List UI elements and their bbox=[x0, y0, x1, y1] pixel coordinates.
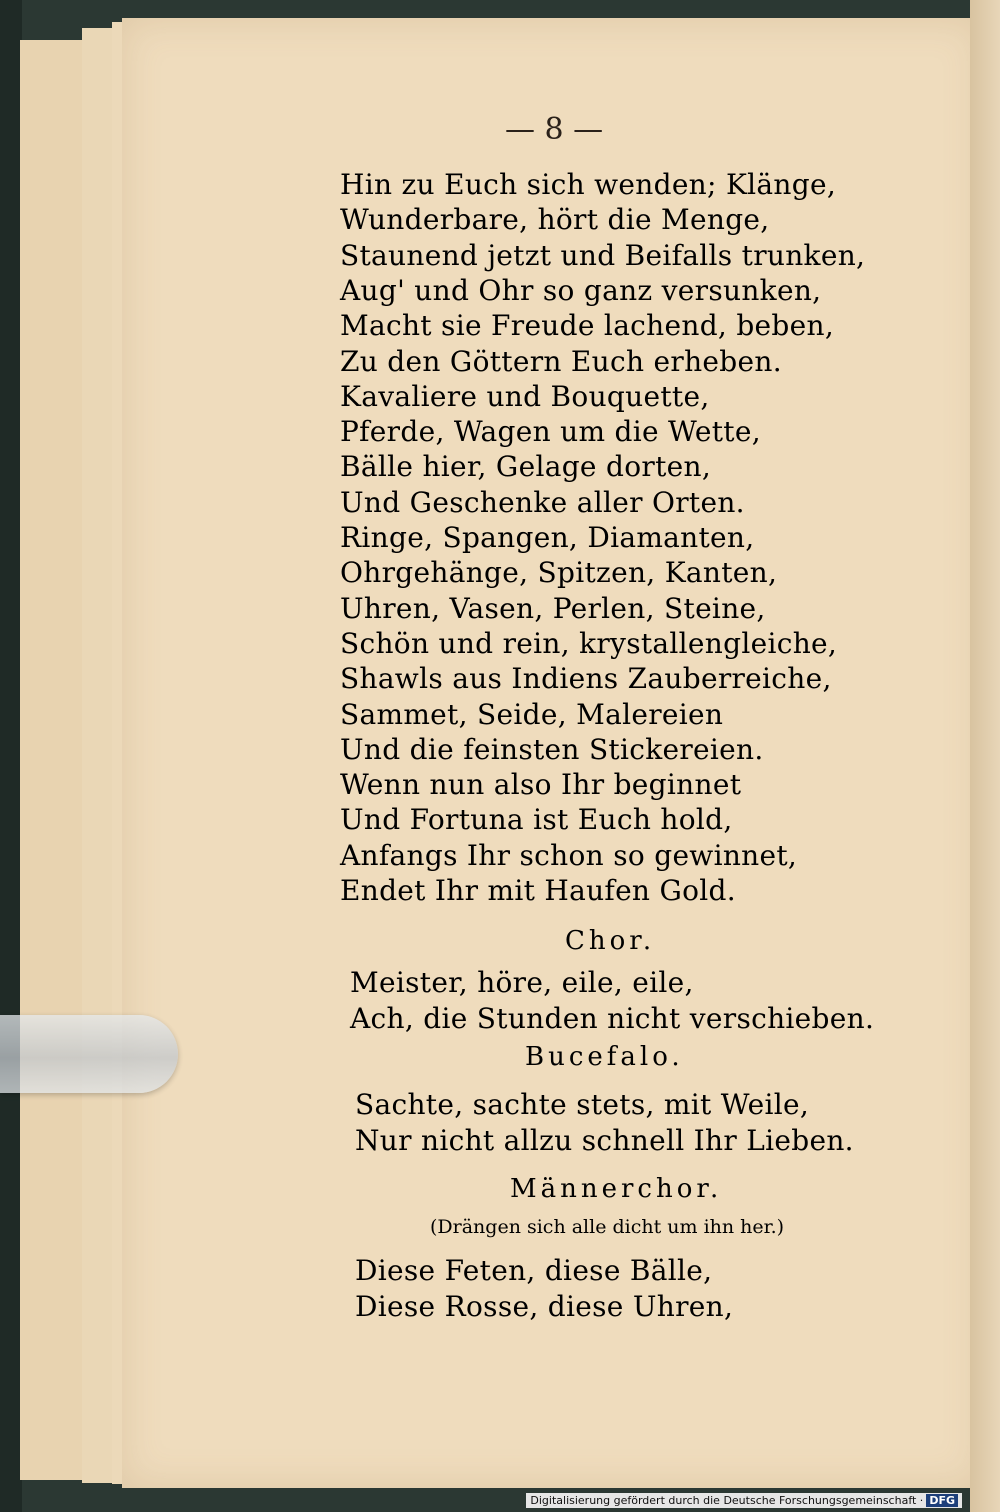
scan-background-left bbox=[0, 0, 22, 1512]
stage-direction: (Drängen sich alle dicht um ihn her.) bbox=[430, 1216, 785, 1238]
verse-line: Shawls aus Indiens Zauberreiche, bbox=[340, 662, 832, 696]
verse-line: Diese Rosse, diese Uhren, bbox=[355, 1290, 734, 1323]
verse-line: Meister, höre, eile, eile, bbox=[350, 966, 694, 999]
verse-line: Aug' und Ohr so ganz versunken, bbox=[340, 273, 822, 307]
verse-line: Kavaliere und Bouquette, bbox=[340, 379, 710, 413]
verse-line: Zu den Göttern Euch erheben. bbox=[340, 344, 782, 378]
verse-line: Hin zu Euch sich wenden; Klänge, bbox=[340, 168, 837, 201]
verse-line: Uhren, Vasen, Perlen, Steine, bbox=[340, 591, 766, 625]
page-number: — 8 — bbox=[505, 112, 604, 147]
speaker-heading: Chor. bbox=[565, 926, 656, 956]
verse-line: Macht sie Freude lachend, beben, bbox=[340, 309, 835, 343]
verse-line: Und Geschenke aller Orten. bbox=[340, 485, 745, 519]
verse-line: Ringe, Spangen, Diamanten, bbox=[340, 521, 755, 554]
verse-line: Wenn nun also Ihr beginnet bbox=[340, 768, 742, 802]
verse-line: Endet Ihr mit Haufen Gold. bbox=[340, 874, 736, 907]
verse-line: Pferde, Wagen um die Wette, bbox=[340, 415, 761, 449]
verse-line: Ach, die Stunden nicht verschieben. bbox=[350, 1002, 875, 1035]
underlying-page-edge bbox=[20, 40, 91, 1480]
verse-line: Und die feinsten Stickereien. bbox=[340, 732, 764, 766]
verse-line: Staunend jetzt und Beifalls trunken, bbox=[340, 238, 866, 272]
verse-line: Und Fortuna ist Euch hold, bbox=[340, 803, 733, 837]
verse-line: Diese Feten, diese Bälle, bbox=[355, 1254, 713, 1287]
verse-line: Nur nicht allzu schnell Ihr Lieben. bbox=[355, 1124, 854, 1157]
dfg-logo: DFG bbox=[926, 1494, 958, 1507]
speaker-heading: Männerchor. bbox=[510, 1174, 723, 1204]
speaker-heading: Bucefalo. bbox=[525, 1042, 684, 1072]
verse-line: Anfangs Ihr schon so gewinnet, bbox=[340, 838, 798, 872]
verse-line: Wunderbare, hört die Menge, bbox=[340, 203, 770, 237]
verse-line: Bälle hier, Gelage dorten, bbox=[340, 450, 712, 484]
verse-line: Schön und rein, krystallengleiche, bbox=[340, 626, 838, 660]
verse-line: Sachte, sachte stets, mit Weile, bbox=[355, 1088, 810, 1121]
page-clip bbox=[0, 1015, 178, 1093]
page-gutter bbox=[970, 0, 1000, 1512]
footer-text: Digitalisierung gefördert durch die Deutsche Forschungsgemeinschaft · bbox=[530, 1494, 924, 1507]
footer-attribution bbox=[526, 1493, 962, 1508]
verse-line: Sammet, Seide, Malereien bbox=[340, 697, 724, 731]
verse-line: Ohrgehänge, Spitzen, Kanten, bbox=[340, 556, 778, 590]
